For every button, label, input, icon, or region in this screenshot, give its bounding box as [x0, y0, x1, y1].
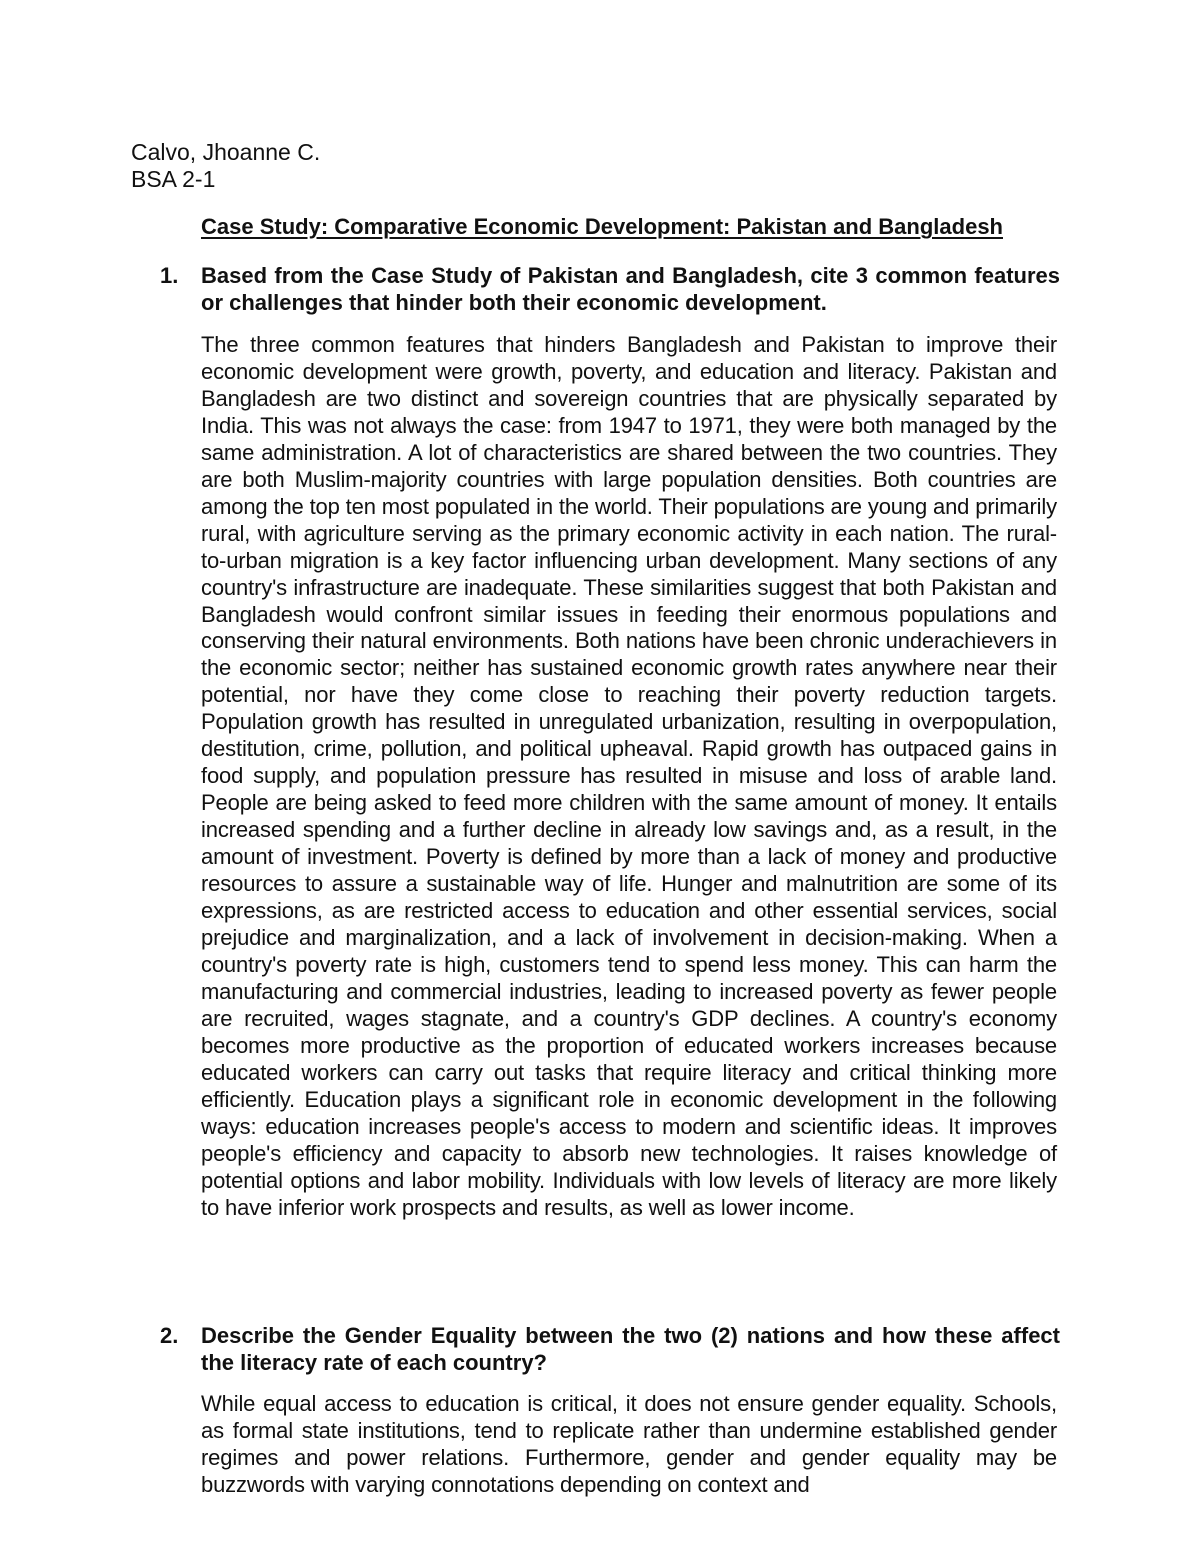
class-section: BSA 2-1	[131, 166, 216, 192]
question-text: Describe the Gender Equality between the two (2) nations and how these affect the literacy rate of each country?	[201, 1323, 1060, 1375]
answer-1-paragraph: The three common features that hinders Bangladesh and Pakistan to improve their economic development were growth, poverty, and education and literacy. Pakistan and Bangladesh are two distinct and sovereign countries that are physically separated by India. This was not always the case: from 1947 to 1971, they were both managed by the same administration. A lot of characteristics are shared between the two countries. They are both Muslim-majority countries with large population densities. Both countries are among the top ten most populated in the world. Their populations are young and primarily rural, with agriculture serving as the primary economic activity in each nation. The rural-to-urban migration is a key factor influencing urban development. Many sections of any country's infrastructure are inadequate. These similarities suggest that both Pakistan and Bangladesh would confront similar issues in feeding their enormous populations and conserving their natural environments. Both nations have been chronic underachievers in the economic sector; neither has sustained economic growth rates anywhere near their potential, nor have they come close to reaching their poverty reduction targets. Population growth has resulted in unregulated urbanization, resulting in overpopulation, destitution, crime, pollution, and political upheaval. Rapid growth has outpaced gains in food supply, and population pressure has resulted in misuse and loss of arable land. People are being asked to feed more children with the same amount of money. It entails increased spending and a further decline in already low savings and, as a result, in the amount of investment. Poverty is defined by more than a lack of money and productive resources to assure a sustainable way of life. Hunger and malnutrition are some of its expressions, as are restricted access to education and other essential services, social prejudice and marginalization, and a lack of involvement in decision-making. When a country's poverty rate is high, customers tend to spend less money. This can harm the manufacturing and commercial industries, leading to increased poverty as fewer people are recruited, wages stagnate, and a country's GDP declines. A country's economy becomes more productive as the proportion of educated workers increases because educated workers can carry out tasks that require literacy and critical thinking more efficiently. Education plays a significant role in economic development in the following ways: education increases people's access to modern and scientific ideas. It improves people's efficiency and capacity to absorb new technologies. It raises knowledge of potential options and labor mobility. Individuals with low levels of literacy are more likely to have inferior work prospects and results, as well as lower income.	[201, 332, 1057, 1220]
author-name: Calvo, Jhoanne C.	[131, 139, 321, 165]
question-text: Based from the Case Study of Pakistan and Bangladesh, cite 3 common features or challenges that hinder both their economic development.	[201, 263, 1060, 315]
question-1	[160, 262, 1060, 316]
question-number: 2.	[160, 1323, 179, 1348]
question-2	[160, 1322, 1060, 1376]
case-study-title: Case Study: Comparative Economic Development: Pakistan and Bangladesh	[201, 214, 1003, 239]
question-number: 1.	[160, 263, 179, 288]
answer-2-paragraph: While equal access to education is critical, it does not ensure gender equality. Schools, as formal state institutions, tend to replicate rather than undermine established gender regimes and power relations. Furthermore, gender and gender equality may be buzzwords with varying connotations depending on context and	[201, 1391, 1057, 1497]
